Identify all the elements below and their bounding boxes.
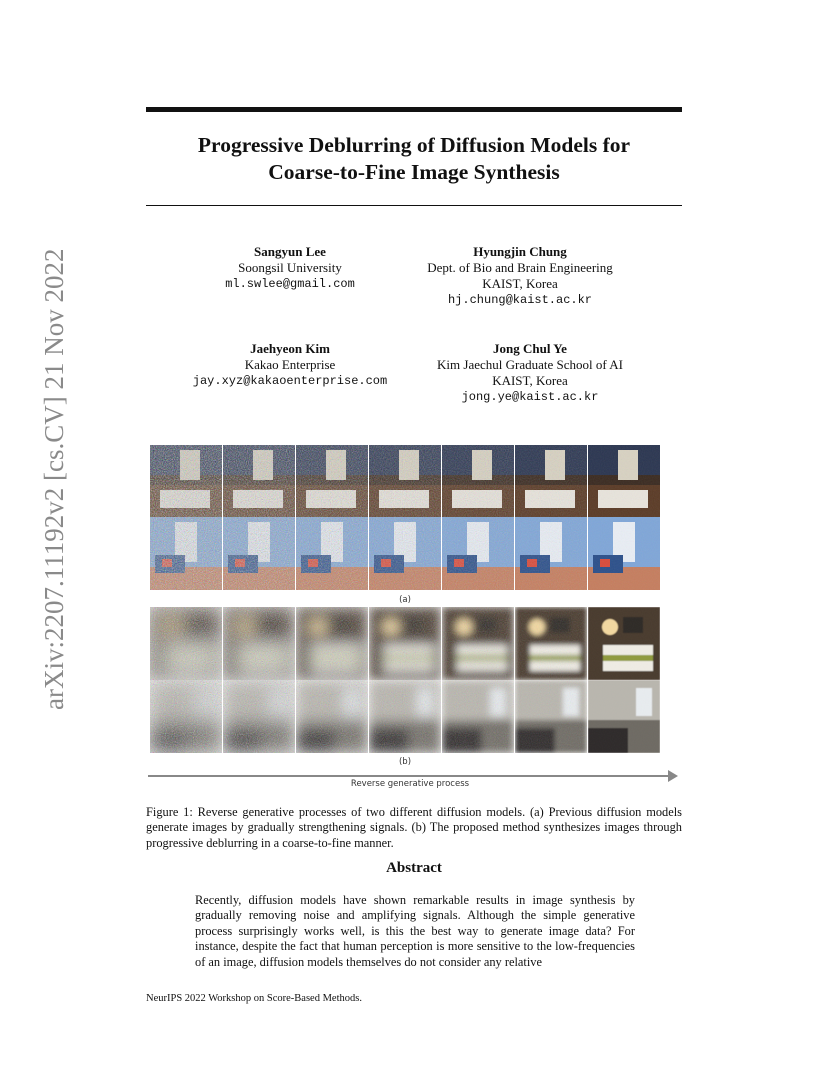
title-line-1: Progressive Deblurring of Diffusion Models for xyxy=(197,133,631,157)
figure-thumbnail xyxy=(150,607,222,680)
figure-thumbnail xyxy=(223,607,295,680)
figure-thumbnail xyxy=(296,607,368,680)
figure-thumbnail xyxy=(515,680,587,753)
author-name: Jaehyeon Kim xyxy=(250,341,330,356)
figure-thumbnail xyxy=(588,680,660,753)
author-affiliation: KAIST, Korea xyxy=(492,373,568,388)
figure-a-row-bottom xyxy=(150,517,660,590)
author-email[interactable]: jay.xyz@kakaoenterprise.com xyxy=(192,374,388,388)
title-rule-top xyxy=(146,107,682,112)
figure-a-row-top xyxy=(150,445,660,518)
figure-thumbnail xyxy=(515,607,587,680)
figure-b-row-top xyxy=(150,607,660,680)
author-affiliation: Kakao Enterprise xyxy=(244,357,336,372)
figure-thumbnail xyxy=(442,445,514,518)
figure-thumbnail xyxy=(588,445,660,518)
figure-caption: Figure 1: Reverse generative processes of two different diffusion models. (a) Previous diffusion models generate images by gradually strengthening signals. (b) The proposed method synthesizes images through progressive deblurring in a coarse-to-fine manner. xyxy=(146,805,682,850)
figure-thumbnail xyxy=(588,517,660,590)
figure-thumbnail xyxy=(369,607,441,680)
author-name: Sangyun Lee xyxy=(254,244,326,259)
author-email[interactable]: ml.swlee@gmail.com xyxy=(225,277,355,291)
figure-thumbnail xyxy=(369,680,441,753)
figure-thumbnail xyxy=(150,517,222,590)
abstract-text: Recently, diffusion models have shown remarkable results in image synthesis by gradually removing noise and amplifying signals. Although the simple generative process surprisingly works well, is this the best way to generate image data? For instance, despite the fact that human perception is more sensitive to the low-frequencies of an image, diffusion models themselves do not consider any relative xyxy=(195,893,635,969)
figure-thumbnail xyxy=(223,680,295,753)
author-block xyxy=(405,244,635,308)
author-affiliation: Kim Jaechul Graduate School of AI xyxy=(437,357,623,372)
author-affiliation: Dept. of Bio and Brain Engineering xyxy=(427,260,613,275)
author-email[interactable]: jong.ye@kaist.ac.kr xyxy=(461,390,599,404)
figure-thumbnail xyxy=(223,445,295,518)
author-block xyxy=(415,341,645,405)
author-affiliation: Soongsil University xyxy=(238,260,342,275)
figure-thumbnail xyxy=(442,607,514,680)
footnote: NeurIPS 2022 Workshop on Score-Based Methods. xyxy=(146,993,362,1004)
figure-thumbnail xyxy=(223,517,295,590)
figure-thumbnail xyxy=(442,517,514,590)
figure-thumbnail xyxy=(515,517,587,590)
title-rule-bottom xyxy=(146,205,682,206)
panel-b-label: (b) xyxy=(398,757,412,767)
author-name: Hyungjin Chung xyxy=(473,244,567,259)
figure-thumbnail xyxy=(150,680,222,753)
figure-thumbnail xyxy=(588,607,660,680)
figure-thumbnail xyxy=(150,445,222,518)
author-name: Jong Chul Ye xyxy=(493,341,567,356)
arrow-label: Reverse generative process xyxy=(350,779,470,789)
figure-thumbnail xyxy=(296,517,368,590)
panel-a-label: (a) xyxy=(399,595,411,605)
author-affiliation: KAIST, Korea xyxy=(482,276,558,291)
figure-thumbnail xyxy=(296,445,368,518)
figure-thumbnail xyxy=(369,445,441,518)
arrow-line xyxy=(148,775,670,777)
title-line-2: Coarse-to-Fine Image Synthesis xyxy=(268,160,560,184)
figure-thumbnail xyxy=(442,680,514,753)
figure-b-row-bottom xyxy=(150,680,660,753)
author-email[interactable]: hj.chung@kaist.ac.kr xyxy=(447,293,593,307)
author-block xyxy=(180,341,400,389)
abstract-heading: Abstract xyxy=(386,860,442,876)
figure-thumbnail xyxy=(296,680,368,753)
arrow-head-icon xyxy=(668,770,678,782)
paper-title xyxy=(146,132,682,186)
arxiv-identifier: arXiv:2207.11192v2 [cs.CV] 21 Nov 2022 xyxy=(39,248,69,710)
figure-thumbnail xyxy=(369,517,441,590)
figure-thumbnail xyxy=(515,445,587,518)
author-block xyxy=(190,244,390,292)
